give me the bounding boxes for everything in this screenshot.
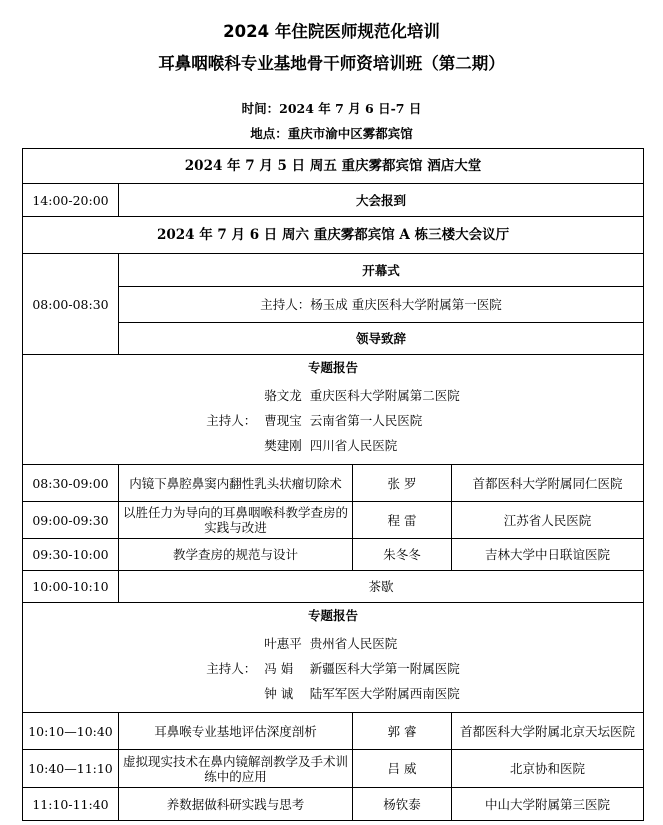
talk-topic: 以胜任力为导向的耳鼻咽喉科教学查房的实践与改进 [119,502,353,539]
session1-header-row [23,355,644,465]
talk-time: 11:10-11:40 [23,788,119,821]
talk-row [23,539,644,571]
talk-row [23,465,644,502]
break-time: 10:00-10:10 [23,571,119,603]
session1-hosts [26,383,640,458]
host-org: 陆军军医大学附属西南医院 [309,686,460,701]
talk-topic: 教学查房的规范与设计 [119,539,353,571]
day1-heading-row [23,149,644,184]
talk-speaker: 郭 睿 [353,713,452,750]
day2-heading: 2024 年 7 月 6 日 周六 重庆雾都宾馆 A 栋三楼大会议厅 [23,217,644,254]
day1-heading: 2024 年 7 月 5 日 周五 重庆雾都宾馆 酒店大堂 [23,149,644,184]
talk-org: 北京协和医院 [452,750,644,788]
opening-host: 主持人：杨玉成 重庆医科大学附属第一医院 [119,287,644,323]
talk-time: 10:40—11:10 [23,750,119,788]
talk-org: 首都医科大学附属同仁医院 [452,465,644,502]
opening-time: 08:00-08:30 [23,254,119,355]
session1-header [23,355,644,465]
host-org: 四川省人民医院 [309,438,398,453]
session1-title: 专题报告 [308,360,359,375]
talk-org: 吉林大学中日联谊医院 [452,539,644,571]
page-title-line2: 耳鼻咽喉科专业基地骨干师资培训班（第二期） [158,54,505,73]
host-name: 冯 娟 [264,661,294,676]
talk-speaker: 张 罗 [353,465,452,502]
host-name: 樊建刚 [264,438,302,453]
host-name: 钟 诚 [264,686,294,701]
session2-header-row [23,603,644,713]
session2-header [23,603,644,713]
talk-speaker: 杨钦泰 [353,788,452,821]
talk-time: 09:00-09:30 [23,502,119,539]
talk-speaker: 朱冬冬 [353,539,452,571]
talk-row [23,713,644,750]
talk-org: 江苏省人民医院 [452,502,644,539]
day2-heading-row [23,217,644,254]
talk-topic: 虚拟现实技术在鼻内镜解剖教学及手术训练中的应用 [119,750,353,788]
host-name: 骆文龙 [264,388,302,403]
host-org: 新疆医科大学第一附属医院 [309,661,460,676]
host-org: 云南省第一人民医院 [309,413,423,428]
talk-speaker: 吕 威 [353,750,452,788]
talk-time: 09:30-10:00 [23,539,119,571]
leader-speech: 领导致辞 [119,323,644,355]
event-time: 时间：2024 年 7 月 6 日-7 日 [241,101,422,116]
session2-title: 专题报告 [308,608,359,623]
talk-row [23,502,644,539]
break-label: 茶歇 [119,571,644,603]
talk-topic: 耳鼻喉专业基地评估深度剖析 [119,713,353,750]
break-row [23,571,644,603]
session2-hosts [26,631,640,706]
host-org: 重庆医科大学附属第二医院 [309,388,460,403]
talk-org: 中山大学附属第三医院 [452,788,644,821]
talk-topic: 养数据做科研实践与思考 [119,788,353,821]
talk-speaker: 程 雷 [353,502,452,539]
opening-title: 开幕式 [119,254,644,287]
host-name: 曹现宝 [264,413,302,428]
host-label: 主持人： [206,661,257,676]
talk-topic: 内镜下鼻腔鼻窦内翻性乳头状瘤切除术 [119,465,353,502]
checkin-row [23,184,644,217]
schedule-table [22,148,644,821]
talk-org: 首都医科大学附属北京天坛医院 [452,713,644,750]
talk-row [23,788,644,821]
talk-time: 10:10—10:40 [23,713,119,750]
host-label: 主持人： [206,413,257,428]
page-title-line1: 2024 年住院医师规范化培训 [223,22,440,41]
host-org: 贵州省人民医院 [309,636,398,651]
checkin-event: 大会报到 [119,184,644,217]
host-name: 叶惠平 [264,636,302,651]
opening-row [23,254,644,287]
checkin-time: 14:00-20:00 [23,184,119,217]
event-location: 地点：重庆市渝中区雾都宾馆 [250,126,413,141]
talk-row [23,750,644,788]
talk-time: 08:30-09:00 [23,465,119,502]
